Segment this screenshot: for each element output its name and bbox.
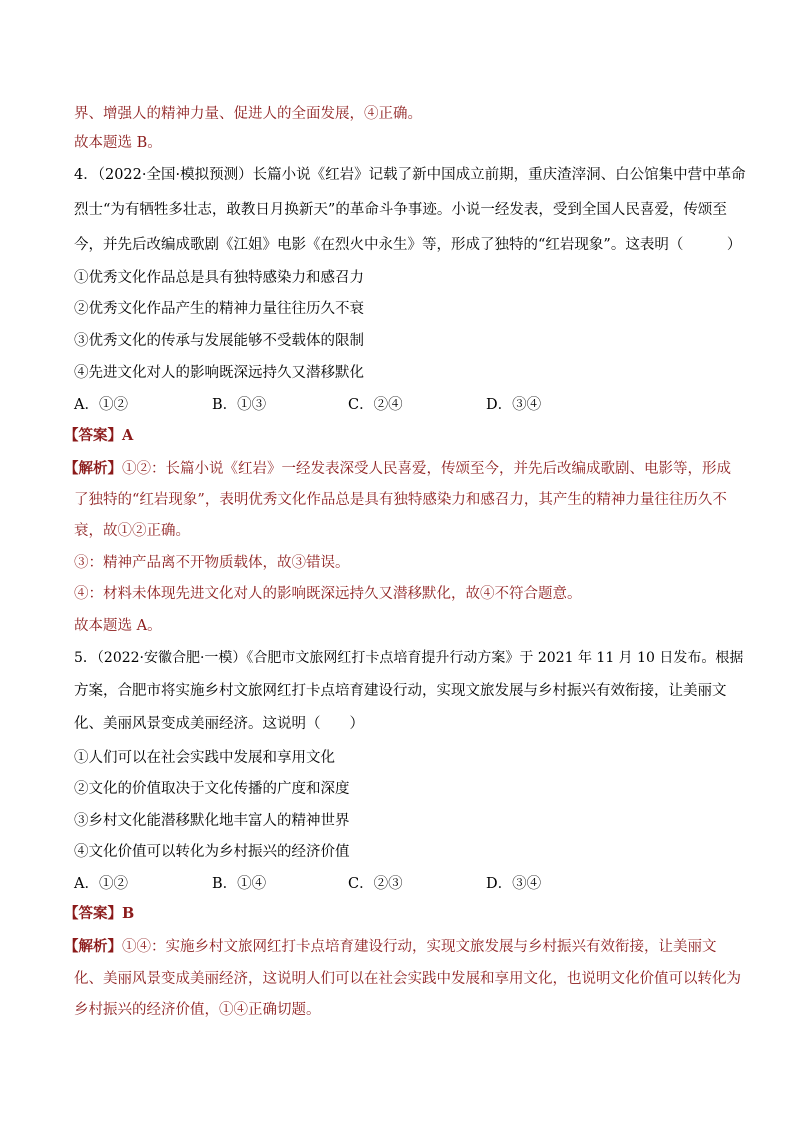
q4-statement-1: ①优秀文化作品总是具有独特感染力和感召力 bbox=[74, 270, 364, 286]
answer-value: B bbox=[122, 905, 135, 922]
q5-stem-line-1: 5．（2022·安徽合肥·一模）《合肥市文旅网红打卡点培育提升行动方案》于 2021 年 11 月 10 日发布。根据 bbox=[74, 650, 744, 666]
q4-answer bbox=[64, 426, 133, 446]
q5-statement-2: ②文化的价值取决于文化传播的广度和深度 bbox=[74, 781, 350, 797]
analysis-label: 【解析】 bbox=[64, 460, 122, 477]
answer-label: 【答案】 bbox=[64, 905, 122, 922]
q4-statement-2: ②优秀文化作品产生的精神力量往往历久不衰 bbox=[74, 301, 364, 317]
analysis-label: 【解析】 bbox=[64, 938, 122, 955]
q5-option-a: A．①② bbox=[74, 876, 128, 892]
q5-stem-line-3: 化、美丽风景变成美丽经济。这说明（ ） bbox=[74, 716, 364, 732]
q4-option-d: D．③④ bbox=[486, 397, 542, 413]
q4-option-a: A．①② bbox=[74, 397, 128, 413]
q5-analysis-line-3: 乡村振兴的经济价值，①④正确切题。 bbox=[74, 1002, 321, 1018]
answer-value: A bbox=[122, 427, 134, 444]
q4-analysis-line-2: 了独特的“红岩现象”，表明优秀文化作品总是具有独特感染力和感召力，其产生的精神力量往往历久不 bbox=[74, 492, 727, 508]
q4-statement-3: ③优秀文化的传承与发展能够不受载体的限制 bbox=[74, 333, 364, 349]
q5-analysis-line-1 bbox=[64, 937, 717, 957]
q5-statement-3: ③乡村文化能潜移默化地丰富人的精神世界 bbox=[74, 813, 350, 829]
q4-analysis-line-3: 衰，故①②正确。 bbox=[74, 523, 190, 539]
q4-options bbox=[74, 395, 714, 415]
q5-option-d: D．③④ bbox=[486, 876, 542, 892]
q4-statement-4: ④先进文化对人的影响既深远持久又潜移默化 bbox=[74, 365, 364, 381]
q4-conclusion: 故本题选 A。 bbox=[74, 618, 162, 634]
q4-stem-line-3: 今，并先后改编成歌剧《江姐》电影《在烈火中永生》等，形成了独特的“红岩现象”。这表明（ ） bbox=[74, 237, 742, 253]
q4-stem-line-2: 烈士“为有牺牲多壮志，敢教日月换新天”的革命斗争事迹。小说一经发表，受到全国人民喜爱，传颂至 bbox=[74, 202, 727, 218]
q4-stem-line-1: 4．（2022·全国·模拟预测）长篇小说《红岩》记载了新中国成立前期，重庆渣滓洞、白公馆集中营中革命 bbox=[74, 167, 746, 183]
q5-statement-1: ①人们可以在社会实践中发展和享用文化 bbox=[74, 750, 335, 766]
q4-analysis-line-5: ④：材料未体现先进文化对人的影响既深远持久又潜移默化，故④不符合题意。 bbox=[74, 586, 582, 602]
q5-statement-4: ④文化价值可以转化为乡村振兴的经济价值 bbox=[74, 844, 350, 860]
answer-label: 【答案】 bbox=[64, 427, 122, 444]
q5-stem-line-2: 方案，合肥市将实施乡村文旅网红打卡点培育建设行动，实现文旅发展与乡村振兴有效衔接，让美丽文 bbox=[74, 683, 727, 699]
q5-option-b: B．①④ bbox=[212, 876, 267, 892]
q4-option-c: C．②④ bbox=[348, 397, 403, 413]
analysis-text: ①④：实施乡村文旅网红打卡点培育建设行动，实现文旅发展与乡村振兴有效衔接，让美丽文 bbox=[122, 939, 717, 955]
prev-analysis-line: 界、增强人的精神力量、促进人的全面发展，④正确。 bbox=[74, 106, 422, 122]
analysis-text: ①②：长篇小说《红岩》一经发表深受人民喜爱，传颂至今，并先后改编成歌剧、电影等，形成 bbox=[122, 461, 731, 477]
q5-option-c: C．②③ bbox=[348, 876, 403, 892]
q5-analysis-line-2: 化、美丽风景变成美丽经济，这说明人们可以在社会实践中发展和享用文化，也说明文化价值可以转化为 bbox=[74, 971, 741, 987]
prev-conclusion: 故本题选 B。 bbox=[74, 135, 162, 151]
q4-analysis-line-1 bbox=[64, 459, 731, 479]
q5-answer bbox=[64, 904, 134, 924]
q4-option-b: B．①③ bbox=[212, 397, 267, 413]
q4-analysis-line-4: ③：精神产品离不开物质载体，故③错误。 bbox=[74, 555, 350, 571]
q5-options bbox=[74, 874, 714, 894]
